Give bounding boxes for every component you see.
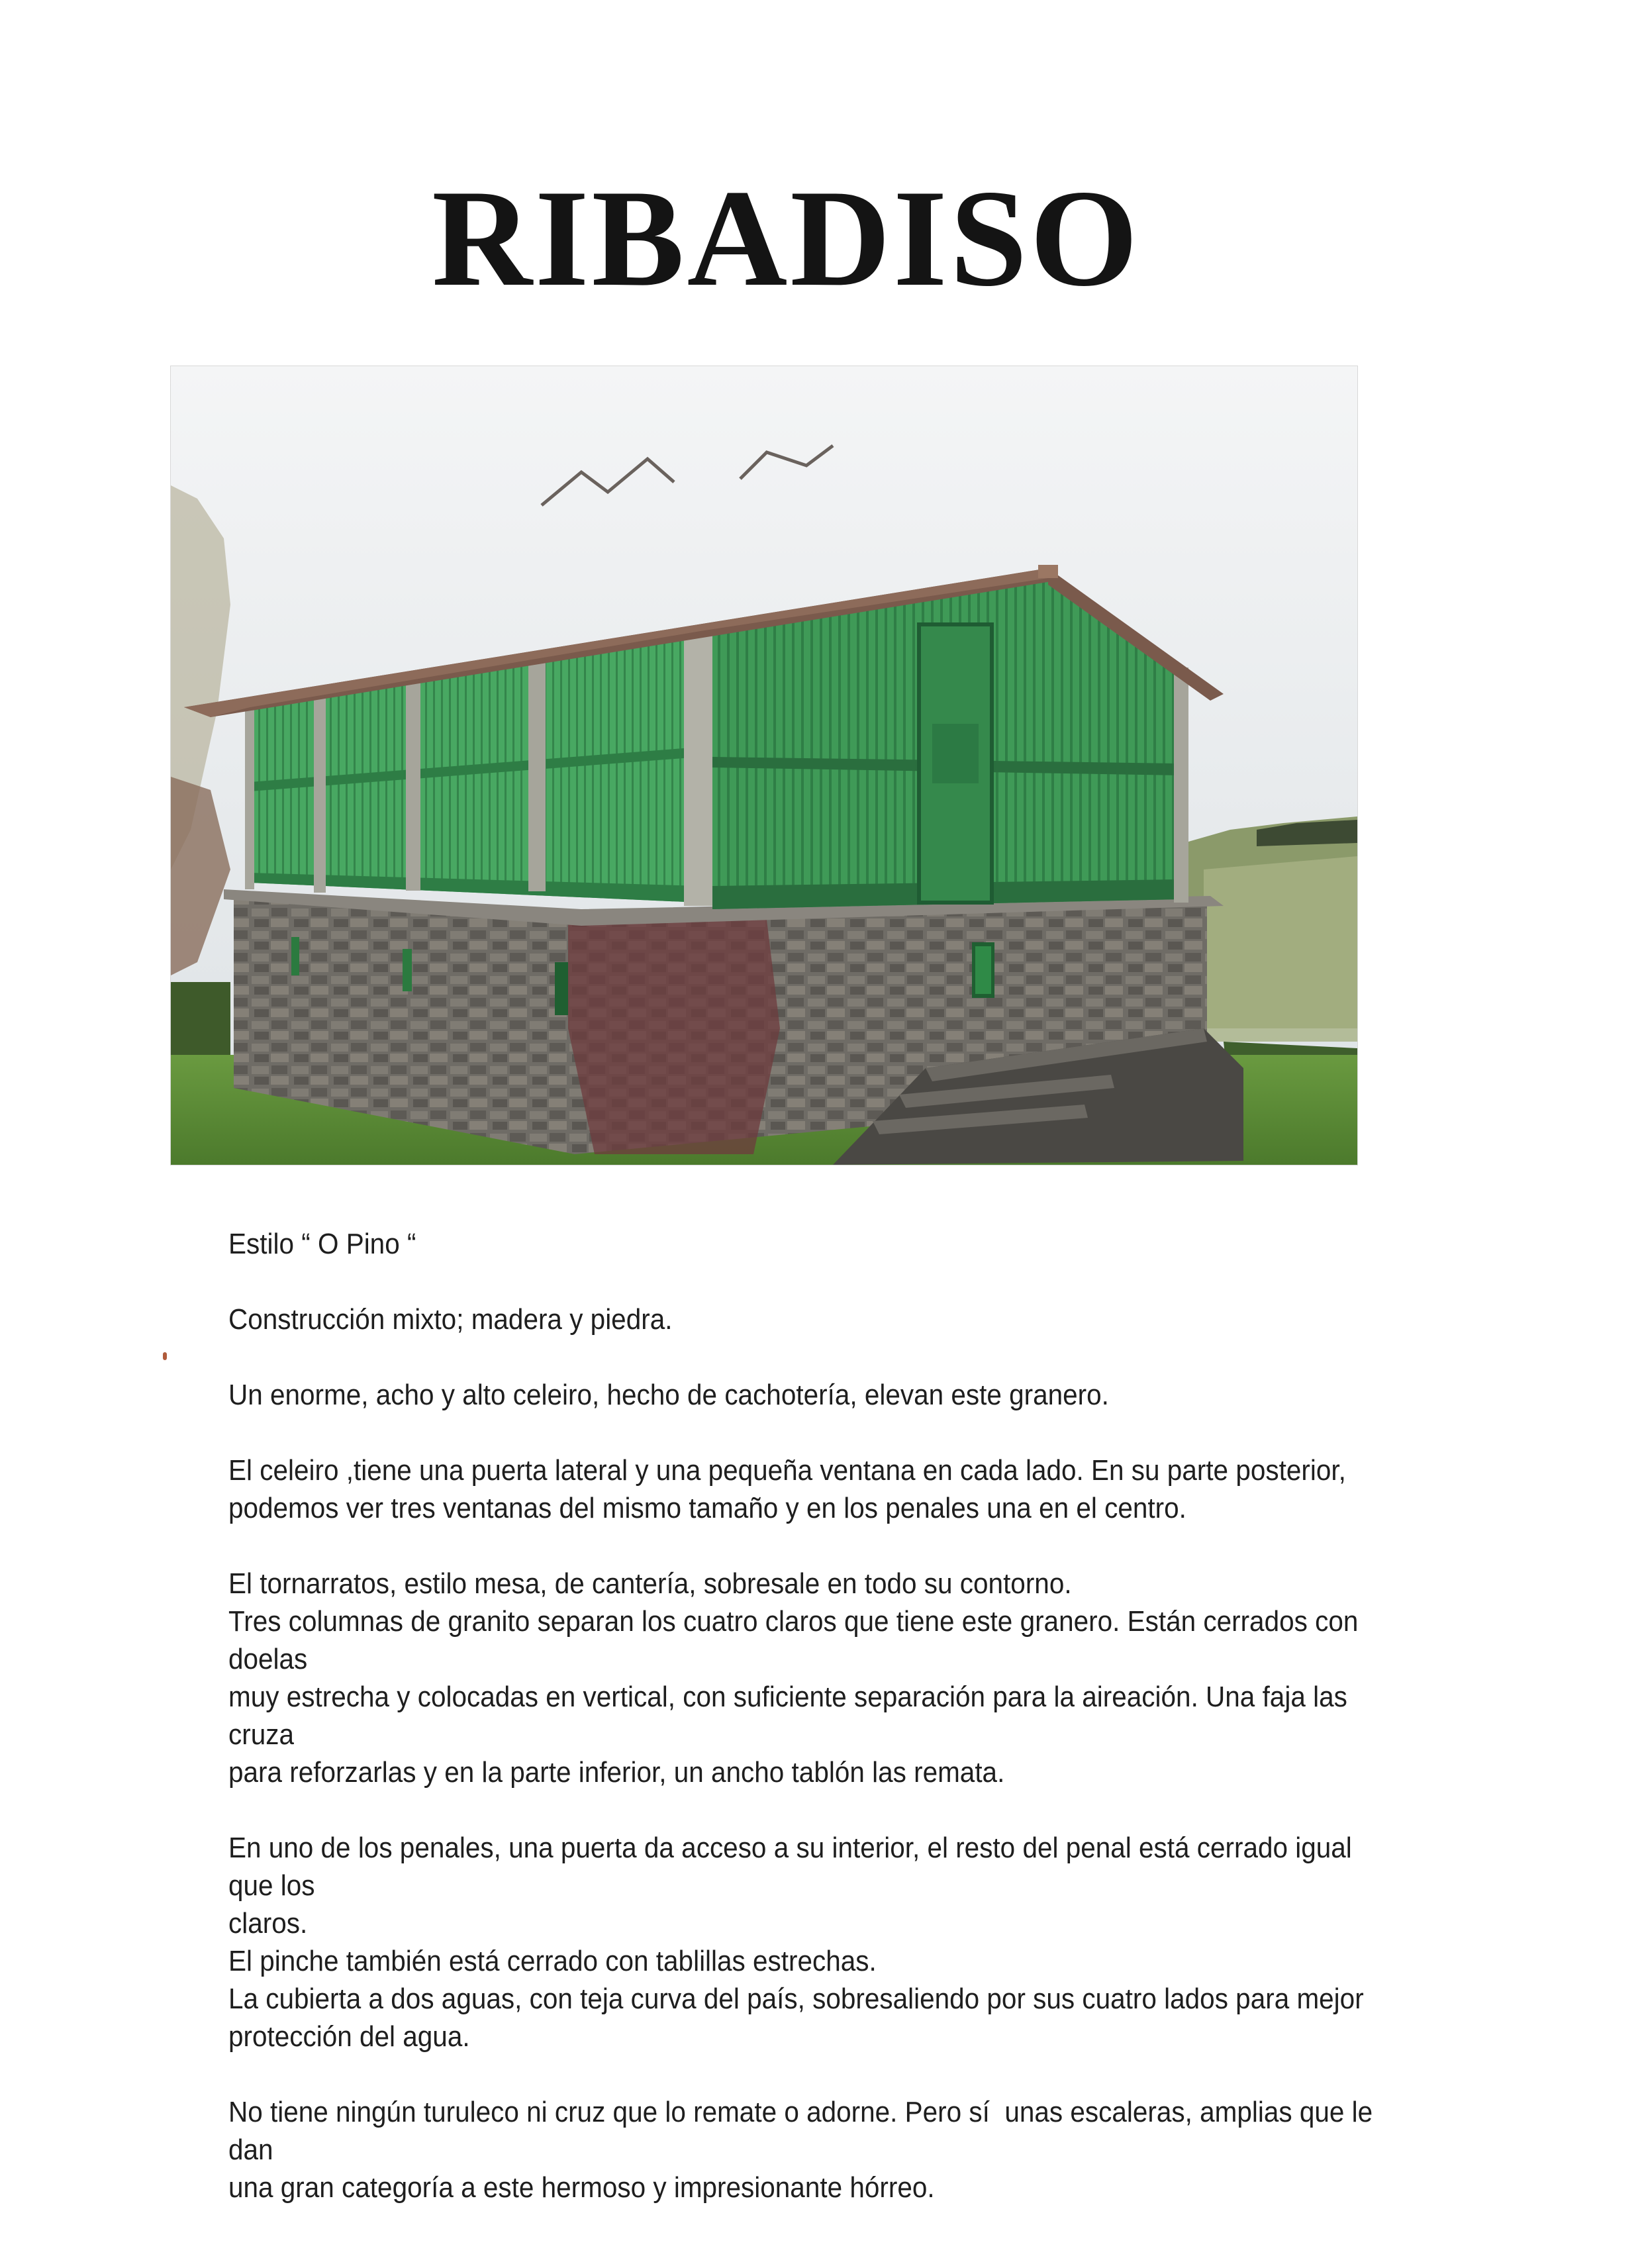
paragraph-line: claros. — [228, 1907, 308, 1940]
paragraph-line: podemos ver tres ventanas del mismo tamaño y en los penales una en el centro. — [228, 1492, 1186, 1524]
paragraph-line: Un enorme, acho y alto celeiro, hecho de cachotería, elevan este granero. — [228, 1379, 1109, 1411]
paragraph-line: El celeiro ,tiene una puerta lateral y una pequeña ventana en cada lado. En su parte posterior, — [228, 1454, 1346, 1487]
paragraph-line: En uno de los penales, una puerta da acceso a su interior, el resto del penal está cerrado igual que los — [228, 1832, 1360, 1902]
paragraph-line: muy estrecha y colocadas en vertical, con suficiente separación para la aireación. Una faja las cruza — [228, 1681, 1355, 1751]
paragraph-line: La cubierta a dos aguas, con teja curva del país, sobresaliendo por sus cuatro lados para mejor — [228, 1983, 1364, 2015]
paragraph-line: El tornarratos, estilo mesa, de cantería, sobresale en todo su contorno. — [228, 1567, 1072, 1600]
horreo-photo — [171, 366, 1357, 1165]
paragraph-line: Tres columnas de granito separan los cuatro claros que tiene este granero. Están cerrados con doelas — [228, 1605, 1366, 1675]
description-text — [228, 1225, 1386, 2206]
scan-speck — [163, 1352, 167, 1360]
paragraph-line: No tiene ningún turuleco ni cruz que lo remate o adorne. Pero sí unas escaleras, amplias que le dan — [228, 2096, 1380, 2166]
paragraph-line: para reforzarlas y en la parte inferior, un ancho tablón las remata. — [228, 1756, 1005, 1789]
paragraph-line: Estilo “ O Pino “ — [228, 1228, 416, 1260]
paragraph-line: protección del agua. — [228, 2020, 470, 2053]
paragraph-line: El pinche también está cerrado con tablillas estrechas. — [228, 1945, 877, 1977]
document-title: RIBADISO — [432, 162, 1141, 315]
paragraph-line: una gran categoría a este hermoso y impresionante hórreo. — [228, 2171, 935, 2204]
paragraph-line: Construcción mixto; madera y piedra. — [228, 1303, 673, 1336]
